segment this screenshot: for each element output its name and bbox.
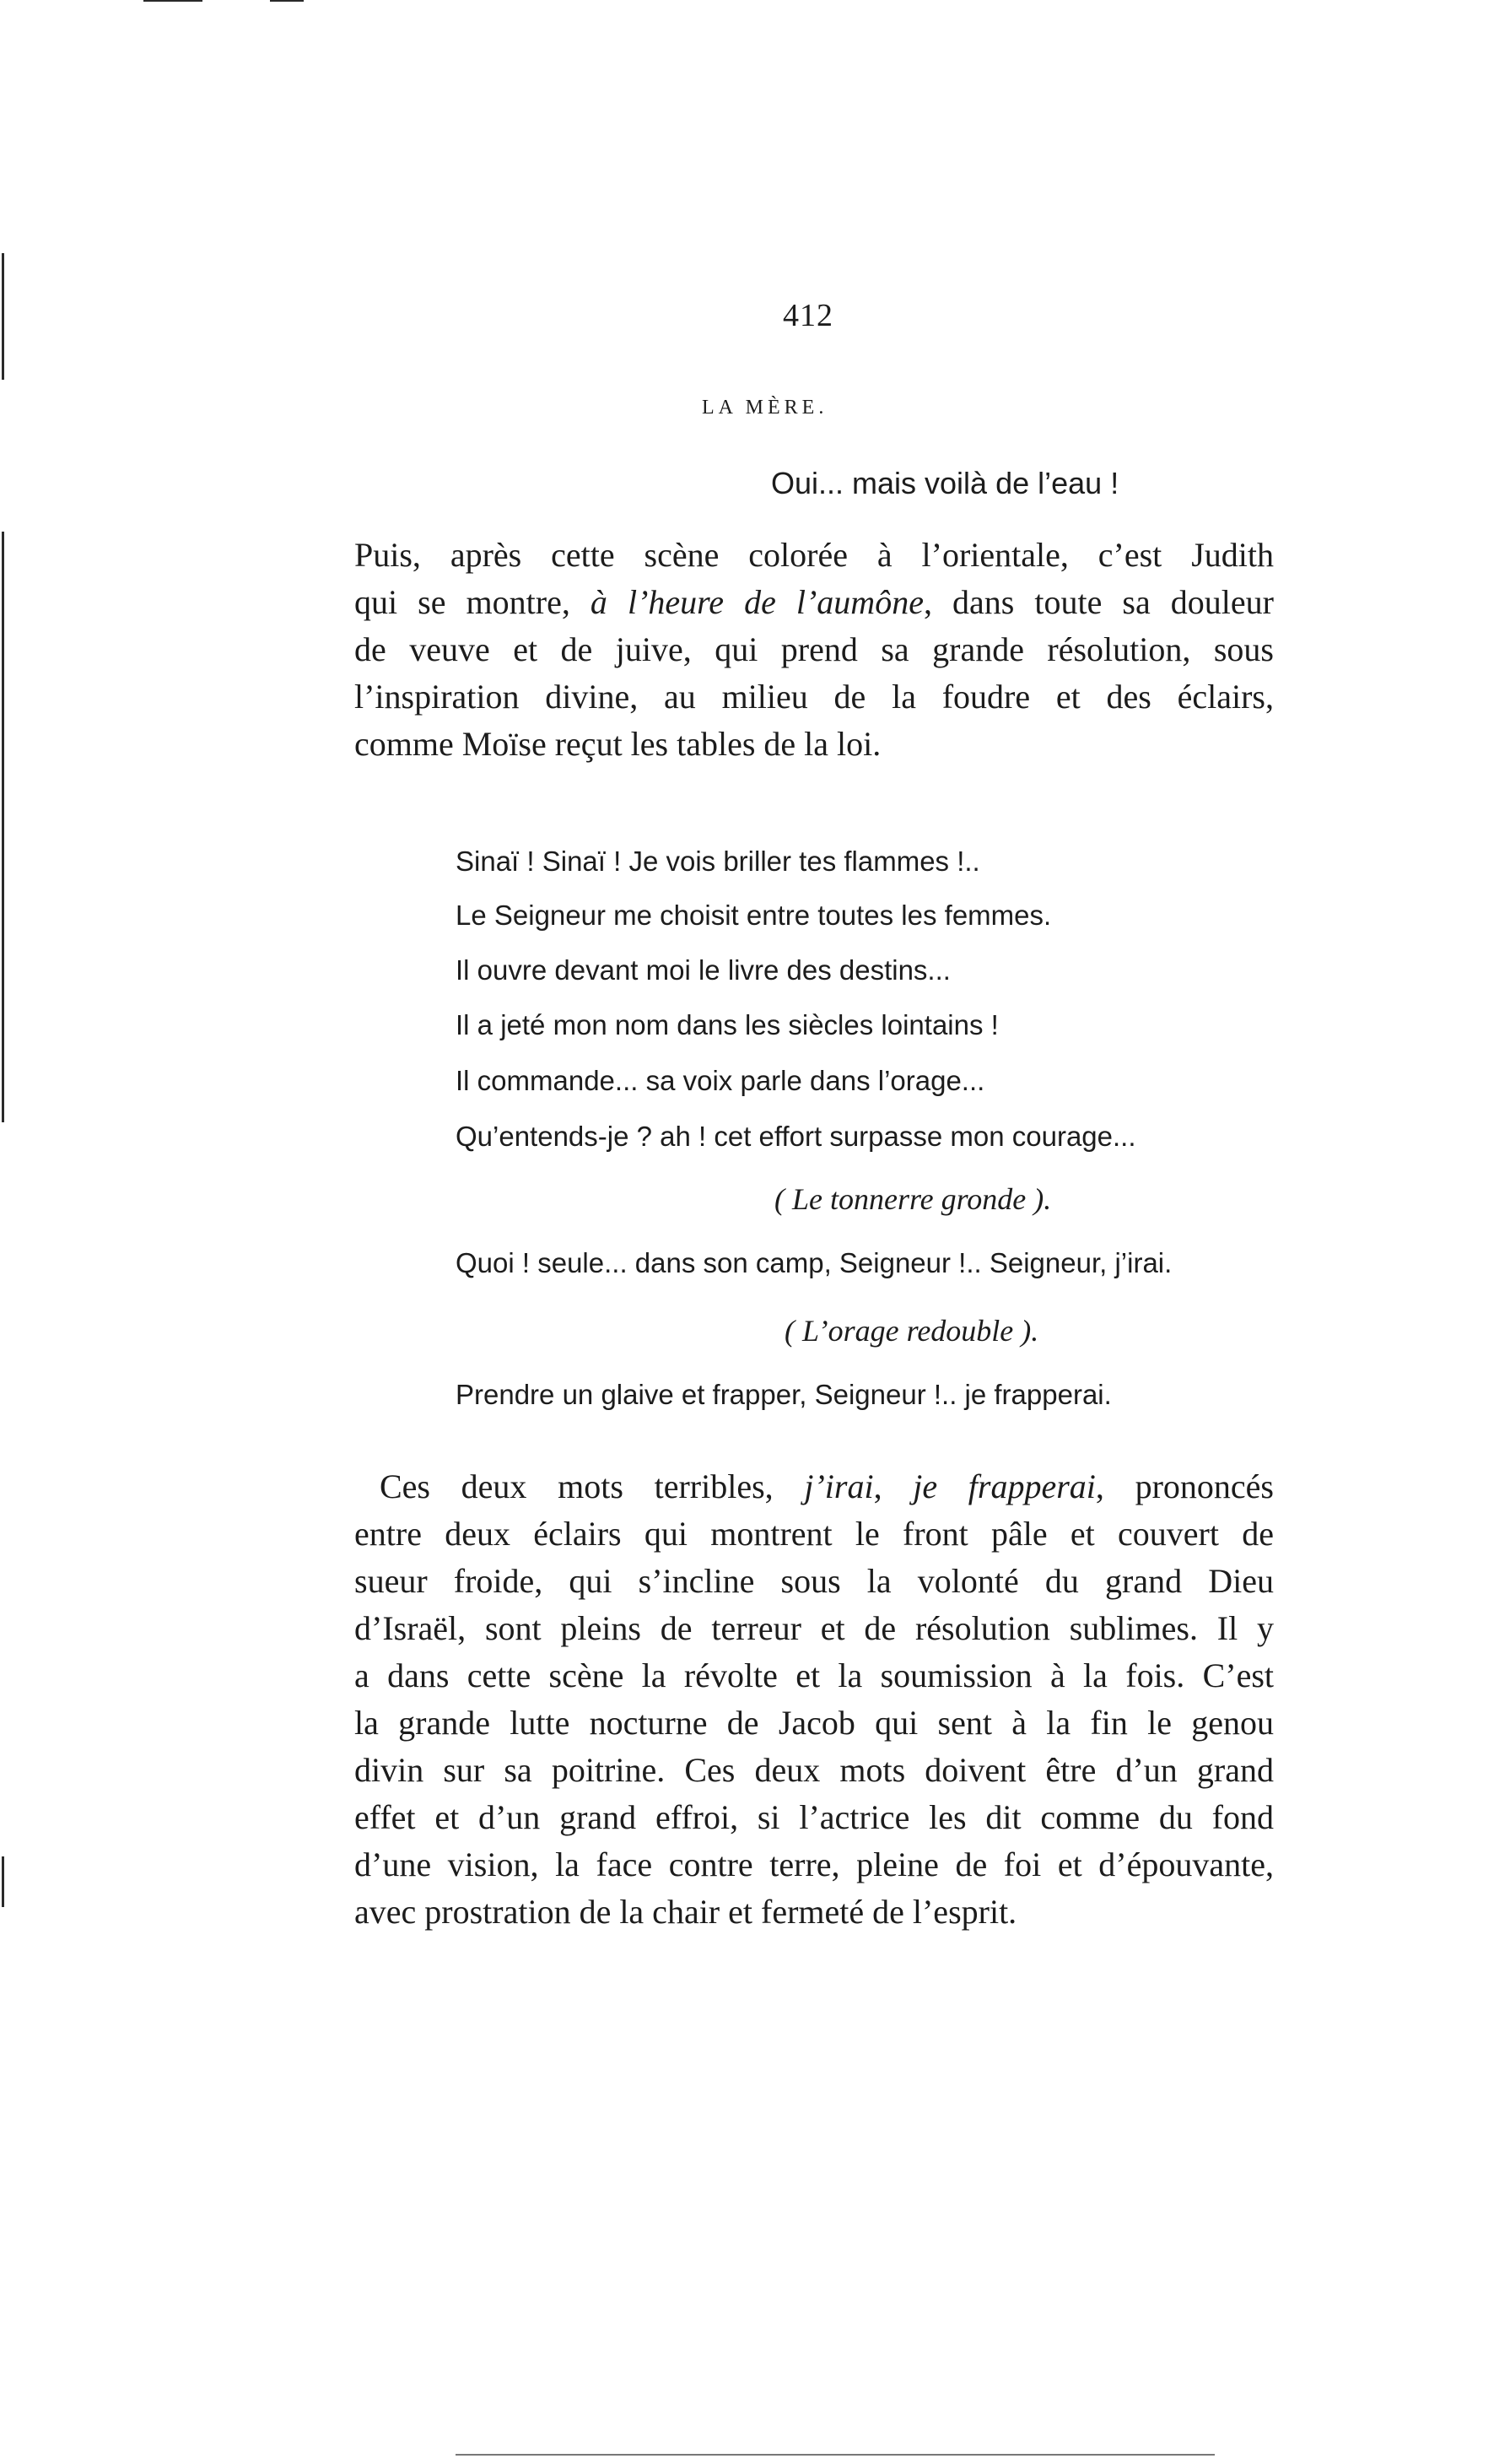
speech-line: Oui... mais voilà de l’eau ! [771, 466, 1119, 500]
speaker-name: LA MÈRE. [702, 397, 828, 419]
paragraph-commentary [354, 1463, 1274, 1936]
verse-line: Le Seigneur me choisit entre toutes les femmes. [456, 900, 1052, 931]
paragraph-line: effet et d’un grand effroi, si l’actrice les dit comme du fond [354, 1798, 1274, 1836]
page-number: 412 [783, 298, 833, 333]
paragraph-line: d’Israël, sont pleins de terreur et de résolution sublimes. Il y [354, 1609, 1274, 1647]
paragraph-line: entre deux éclairs qui montrent le front pâle et couvert de [354, 1515, 1274, 1553]
stage-direction: ( Le tonnerre gronde ). [774, 1182, 1052, 1216]
italic-phrase: je frapperai [913, 1467, 1096, 1505]
verse-line: Il commande... sa voix parle dans l’orage... [456, 1065, 985, 1096]
verse-line: Il ouvre devant moi le livre des destins... [456, 954, 951, 986]
paragraph-line: a dans cette scène la révolte et la soumission à la fois. C’est [354, 1656, 1274, 1694]
paragraph-line: l’inspiration divine, au milieu de la foudre et des éclairs, [354, 678, 1274, 716]
scan-edge-mark [2, 532, 4, 1122]
verse-line: Sinaï ! Sinaï ! Je vois briller tes flammes !.. [456, 846, 980, 877]
paragraph-line: divin sur sa poitrine. Ces deux mots doivent être d’un grand [354, 1751, 1274, 1789]
verse-line: Il a jeté mon nom dans les siècles lointains ! [456, 1009, 999, 1040]
verse-line: Quoi ! seule... dans son camp, Seigneur !.. Seigneur, j’irai. [456, 1247, 1173, 1278]
italic-phrase: j’irai [804, 1467, 874, 1505]
paragraph-line: avec prostration de la chair et fermeté de l’esprit. [354, 1893, 1017, 1931]
stage-direction: ( L’orage redouble ). [785, 1314, 1039, 1348]
verse-line: Qu’entends-je ? ah ! cet effort surpasse mon courage... [456, 1121, 1136, 1152]
paragraph-line: comme Moïse reçut les tables de la loi. [354, 725, 882, 763]
paragraph-intro [354, 532, 1274, 768]
scan-edge-mark [456, 2454, 1215, 2456]
scan-edge-mark [143, 0, 202, 2]
scan-edge-mark [2, 253, 4, 380]
paragraph-line: de veuve et de juive, qui prend sa grande résolution, sous [354, 630, 1274, 668]
paragraph-line: sueur froide, qui s’incline sous la volonté du grand Dieu [354, 1562, 1274, 1600]
paragraph-line: qui se montre, à l’heure de l’aumône, dans toute sa douleur [354, 583, 1274, 621]
paragraph-line: Ces deux mots terribles, j’irai, je frapperai, prononcés [380, 1467, 1274, 1505]
scan-edge-mark [2, 1856, 4, 1907]
scan-edge-mark [270, 0, 304, 2]
paragraph-line: Puis, après cette scène colorée à l’orientale, c’est Judith [354, 536, 1274, 574]
verse-line: Prendre un glaive et frapper, Seigneur !.. je frapperai. [456, 1379, 1112, 1410]
paragraph-line: d’une vision, la face contre terre, pleine de foi et d’épouvante, [354, 1845, 1274, 1883]
paragraph-line: la grande lutte nocturne de Jacob qui sent à la fin le genou [354, 1704, 1274, 1742]
italic-phrase: à l’heure de l’aumône [590, 583, 924, 621]
